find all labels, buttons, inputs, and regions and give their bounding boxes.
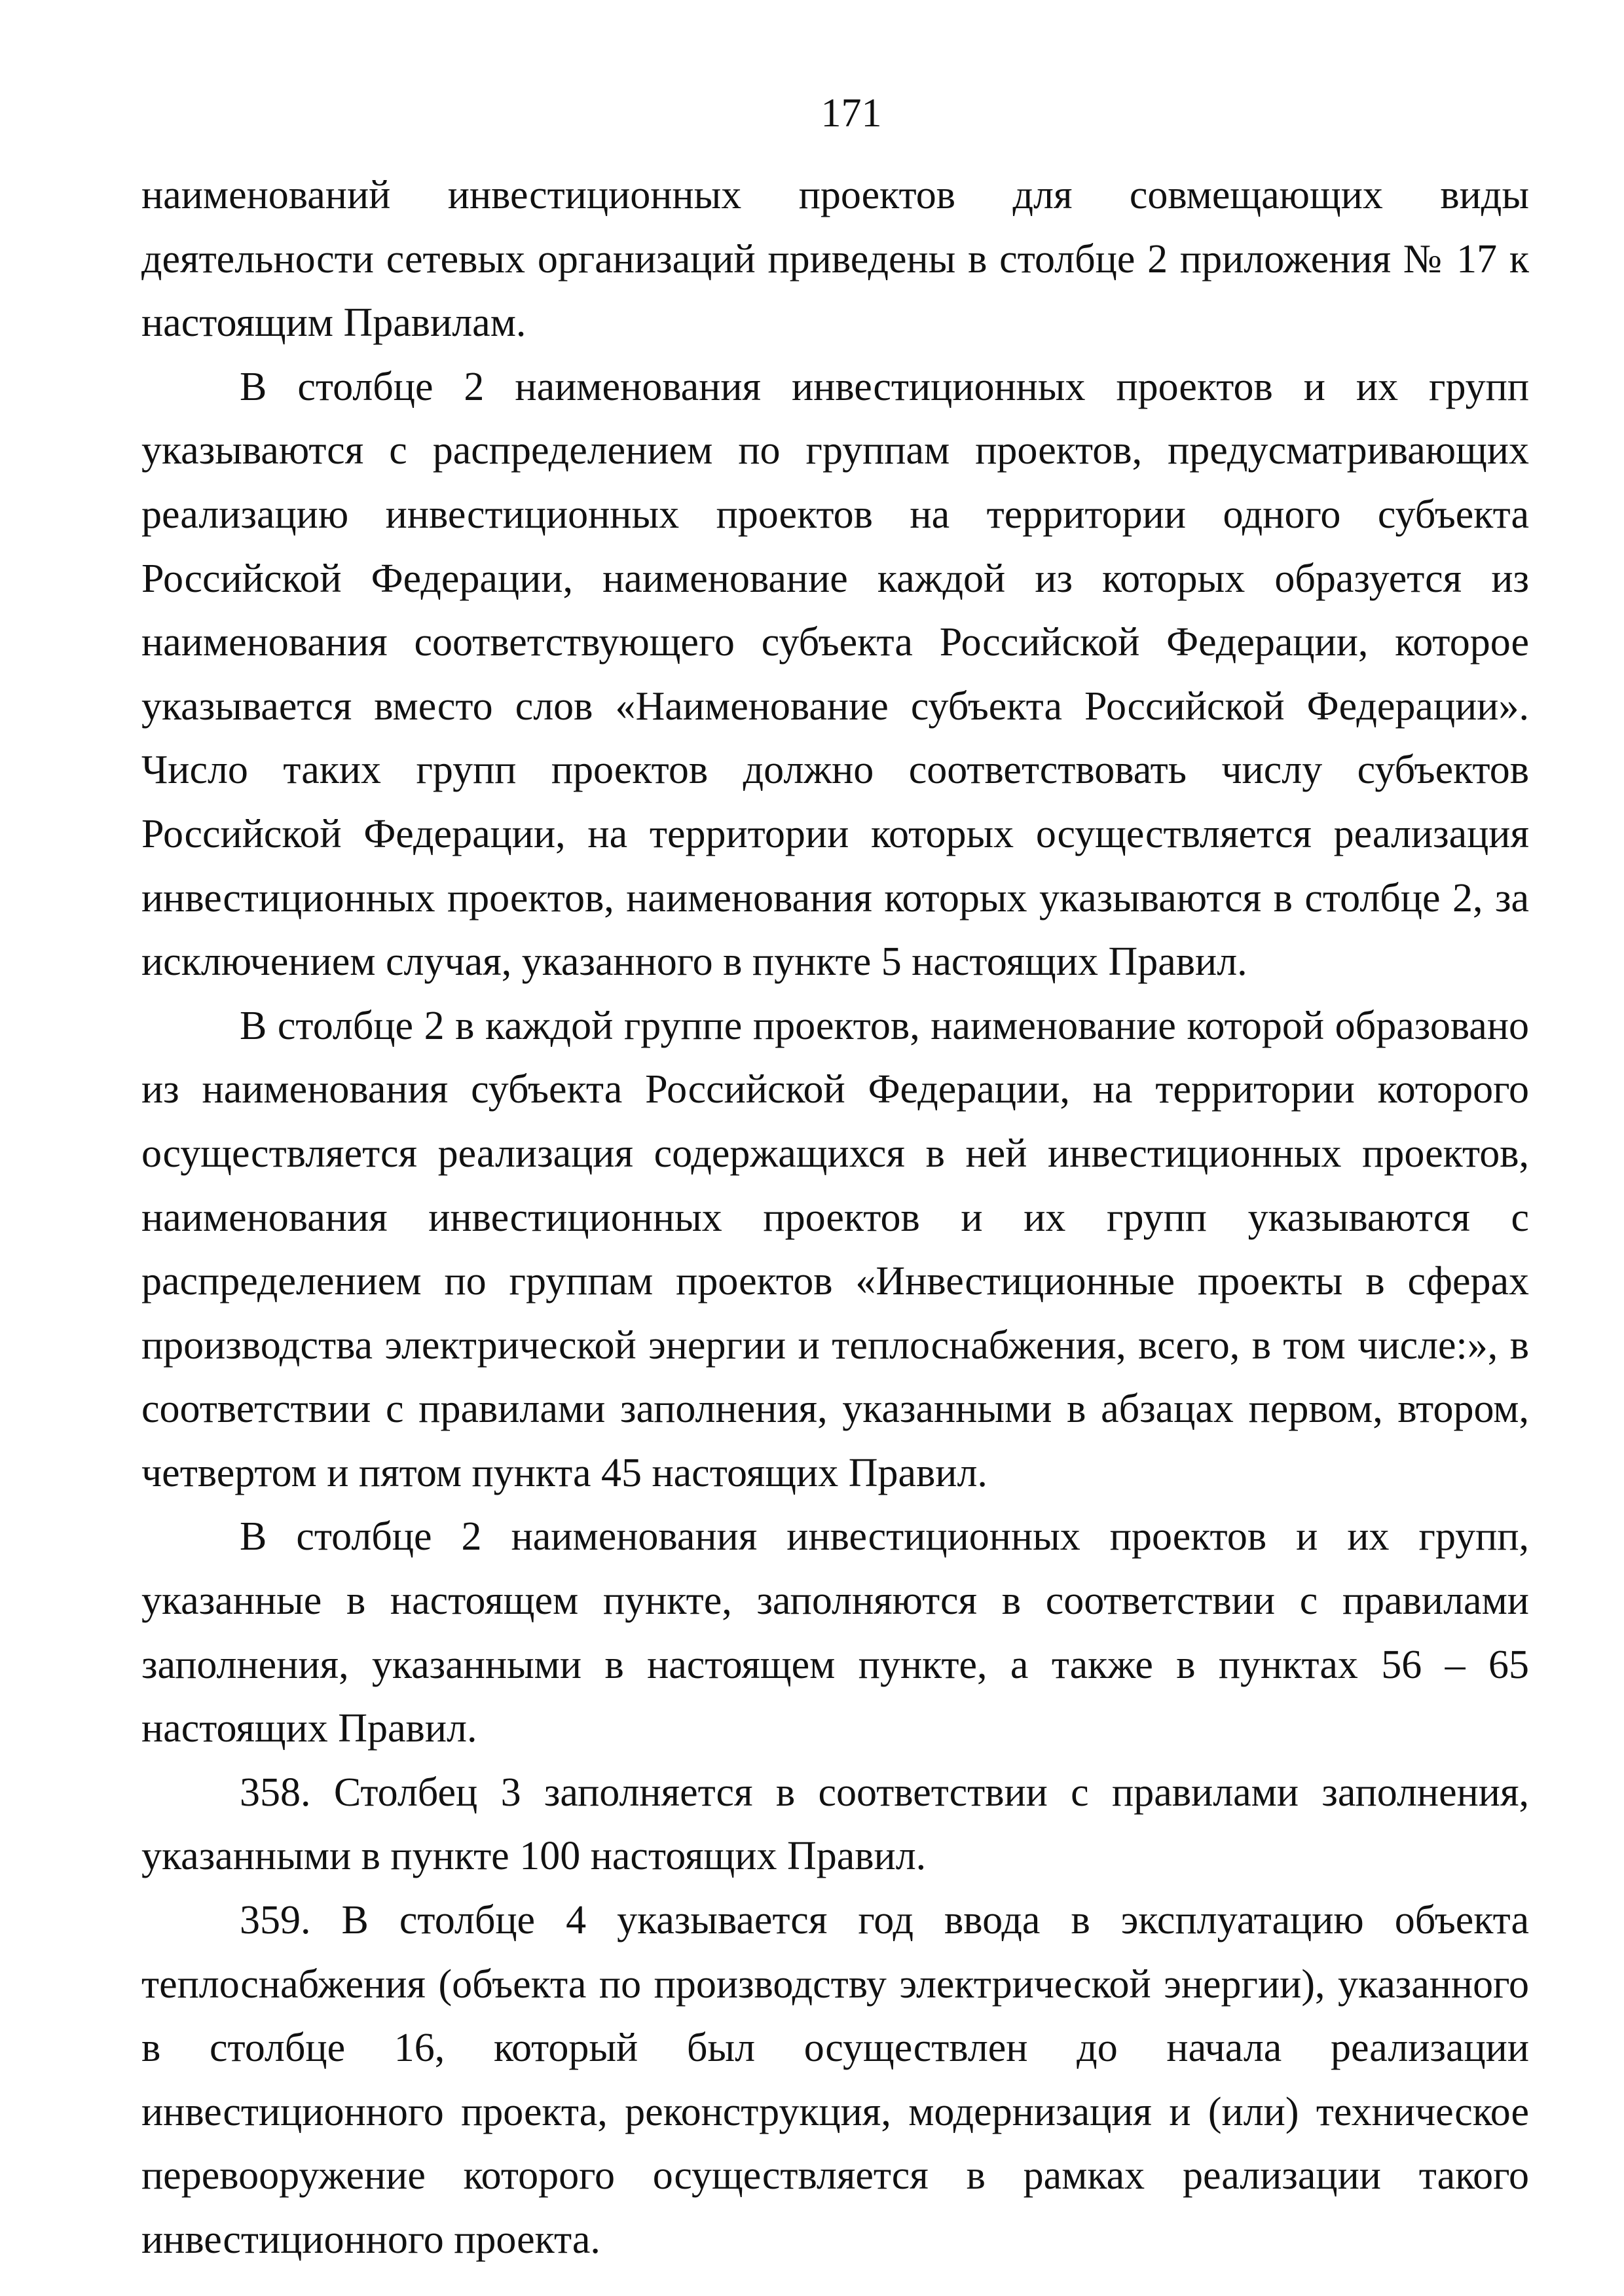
paragraph-column-2-project-groups: В столбце 2 в каждой группе проектов, наименование которой образовано из наименования субъекта Российской Федерации, на территории которого осуществляется реализация содержащихся в ней инвестиционных проектов, наименования инвестиционных проектов и их групп указываются с распределением по группам проектов «Инвестиционные проекты в сферах производства электрической энергии и теплоснабжения, всего, в том числе:», в соответствии с правилами заполнения, указанными в абзацах первом, втором, четвертом и пятом пункта 45 настоящих Правил.	[141, 1003, 1529, 1495]
page-number: 171	[821, 91, 882, 136]
paragraph-359: 359. В столбце 4 указывается год ввода в эксплуатацию объекта теплоснабжения (объекта по производству электрической энергии), указанного в столбце 16, который был осуществлен до начала реализации инвестиционного проекта, реконструкция, модернизация и (или) техническое перевооружение которого осуществляется в рамках реализации такого инвестиционного проекта.	[141, 1898, 1529, 2262]
paragraph-column-2-filling-rules: В столбце 2 наименования инвестиционных проектов и их групп, указанные в настоящем пункте, заполняются в соответствии с правилами заполнения, указанными в настоящем пункте, а также в пунктах 56 – 65 настоящих Правил.	[141, 1514, 1529, 1751]
paragraph-358: 358. Столбец 3 заполняется в соответствии с правилами заполнения, указанными в пункте 100 настоящих Правил.	[141, 1770, 1529, 1879]
paragraph-continuation: наименований инвестиционных проектов для совмещающих виды деятельности сетевых организаций приведены в столбце 2 приложения № 17 к настоящим Правилам.	[141, 173, 1529, 346]
paragraph-column-2-groups: В столбце 2 наименования инвестиционных проектов и их групп указываются с распределением по группам проектов, предусматривающих реализацию инвестиционных проектов на территории одного субъекта Российской Федерации, наименование каждой из которых образуется из наименования соответствующего субъекта Российской Федерации, которое указывается вместо слов «Наименование субъекта Российской Федерации». Число таких групп проектов должно соответствовать числу субъектов Российской Федерации, на территории которых осуществляется реализация инвестиционных проектов, наименования которых указываются в столбце 2, за исключением случая, указанного в пункте 5 настоящих Правил.	[141, 364, 1529, 985]
document-body	[141, 164, 1529, 2272]
